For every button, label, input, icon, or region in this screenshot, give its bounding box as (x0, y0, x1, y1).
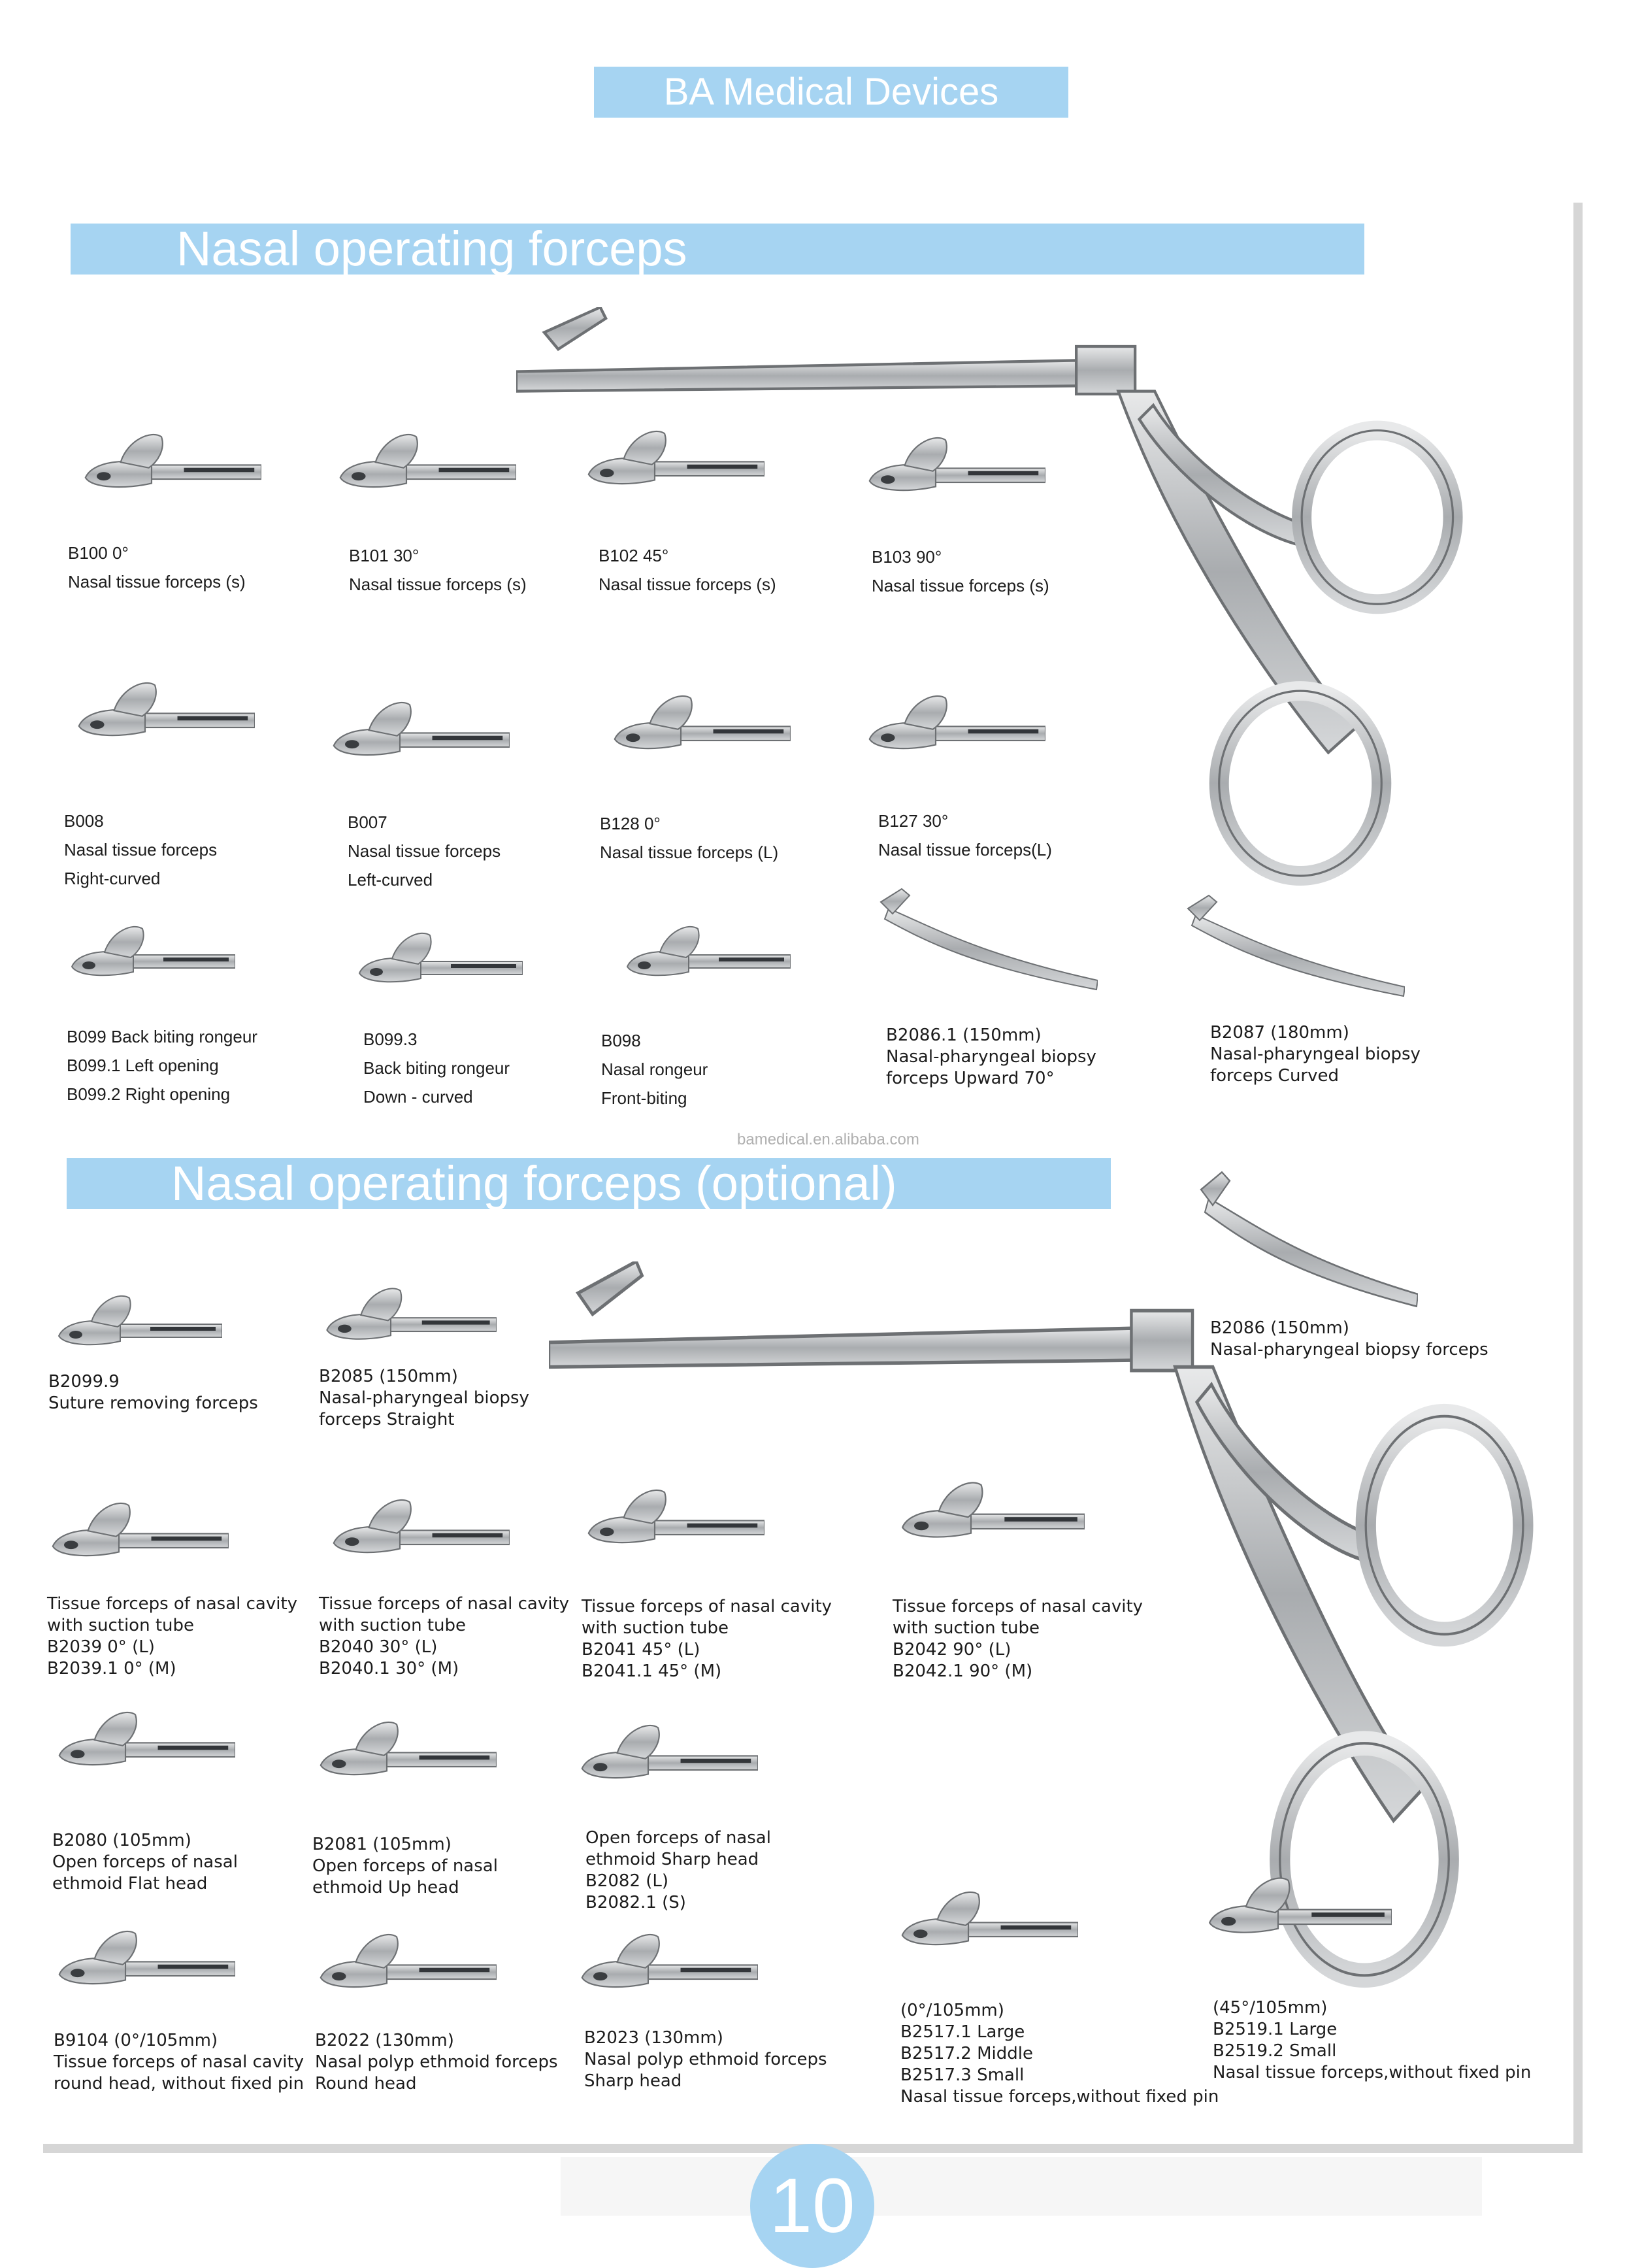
product-caption-b128: B128 0° Nasal tissue forceps (L) (600, 814, 779, 862)
product-caption-b098: B098 Nasal rongeur Front-biting (601, 1031, 708, 1108)
product-caption-b2086-1: B2086.1 (150mm) Nasal-pharyngeal biopsy forceps Upward 70° (886, 1026, 1096, 1088)
product-caption-b2519: (45°/105mm) B2519.1 Large B2519.2 Small Nasal tissue forceps,without fixed pin (1213, 1998, 1532, 2082)
product-image-b2099-9 (52, 1275, 222, 1366)
product-image-b008 (72, 660, 255, 758)
product-image-b102 (582, 412, 764, 503)
product-image-b2519 (1202, 1850, 1392, 1961)
product-image-b098 (621, 909, 791, 993)
product-image-b2086 (1196, 1163, 1418, 1320)
product-caption-b2517: (0°/105mm) B2517.1 Large B2517.2 Middle B2517.3 Small Nasal tissue forceps,without fixed pin (900, 2001, 1219, 2107)
product-caption-b103: B103 90° Nasal tissue forceps (s) (872, 547, 1049, 595)
product-image-b2517 (895, 1869, 1078, 1967)
product-caption-b2041: Tissue forceps of nasal cavity with suction tube B2041 45° (L) B2041.1 45° (M) (582, 1597, 832, 1681)
product-caption-b2081: B2081 (105mm) Open forceps of nasal ethmoid Up head (312, 1835, 498, 1897)
product-caption-b2022: B2022 (130mm) Nasal polyp ethmoid forceps Round head (315, 2031, 558, 2093)
product-caption-b101: B101 30° Nasal tissue forceps (s) (349, 546, 527, 594)
product-image-b128 (608, 680, 791, 765)
product-caption-b2086: B2086 (150mm) Nasal-pharyngeal biopsy forceps (1210, 1318, 1488, 1359)
product-image-b100 (78, 418, 261, 503)
product-image-b101 (333, 418, 516, 503)
product-caption-b100: B100 0° Nasal tissue forceps (s) (68, 543, 246, 592)
product-caption-b2099-9: B2099.9 Suture removing forceps (48, 1372, 258, 1413)
product-image-b099-3 (353, 915, 523, 1000)
product-image-b2022 (314, 1915, 497, 2007)
product-caption-b2042: Tissue forceps of nasal cavity with suction tube B2042 90° (L) B2042.1 90° (M) (893, 1597, 1143, 1681)
page-number: 10 (750, 2144, 874, 2268)
product-image-b9104 (52, 1909, 235, 2007)
product-image-b2042 (895, 1458, 1085, 1562)
product-caption-b099: B099 Back biting rongeur B099.1 Left opening B099.2 Right opening (67, 1027, 257, 1104)
product-image-b2085 (320, 1268, 497, 1359)
product-caption-b2080: B2080 (105mm) Open forceps of nasal ethmoid Flat head (52, 1831, 238, 1893)
product-caption-b099-3: B099.3 Back biting rongeur Down - curved (363, 1029, 510, 1107)
product-caption-b9104: B9104 (0°/105mm) Tissue forceps of nasal cavity round head, without fixed pin (54, 2031, 304, 2093)
section-title-nasal-operating-forceps-optional: Nasal operating forceps (optional) (67, 1158, 1111, 1209)
product-caption-b2040: Tissue forceps of nasal cavity with suction tube B2040 30° (L) B2040.1 30° (M) (319, 1594, 570, 1678)
product-caption-b2082: Open forceps of nasal ethmoid Sharp head B2082 (L) B2082.1 (S) (585, 1828, 771, 1912)
product-image-b2081 (314, 1699, 497, 1797)
product-image-b2086-1 (876, 882, 1098, 1000)
product-caption-b2087: B2087 (180mm) Nasal-pharyngeal biopsy forceps Curved (1210, 1023, 1421, 1086)
product-caption-b2039: Tissue forceps of nasal cavity with suction tube B2039 0° (L) B2039.1 0° (M) (47, 1594, 298, 1678)
product-caption-b127: B127 30° Nasal tissue forceps(L) (878, 811, 1052, 859)
product-caption-b007: B007 Nasal tissue forceps Left-curved (348, 812, 501, 890)
product-image-b2023 (575, 1915, 758, 2007)
product-image-b2082 (575, 1706, 758, 1797)
section-title-nasal-operating-forceps: Nasal operating forceps (71, 224, 1364, 275)
product-image-b2080 (52, 1693, 235, 1784)
product-caption-b102: B102 45° Nasal tissue forceps (s) (599, 546, 776, 594)
product-image-b007 (327, 680, 510, 778)
product-image-b103 (863, 418, 1045, 510)
product-image-b099 (65, 909, 235, 993)
product-image-b2041 (582, 1464, 764, 1569)
product-caption-b2085: B2085 (150mm) Nasal-pharyngeal biopsy forceps Straight (319, 1367, 529, 1429)
product-image-b2039 (46, 1484, 229, 1575)
brand-banner: BA Medical Devices (594, 67, 1068, 118)
product-image-b127 (863, 680, 1045, 765)
product-caption-b008: B008 Nasal tissue forceps Right-curved (64, 811, 218, 888)
footer-band (561, 2157, 1482, 2216)
product-caption-b2023: B2023 (130mm) Nasal polyp ethmoid forceps Sharp head (584, 2028, 827, 2091)
product-image-b2040 (327, 1477, 510, 1575)
product-image-b2087 (1183, 889, 1405, 1007)
watermark: bamedical.en.alibaba.com (737, 1131, 919, 1148)
